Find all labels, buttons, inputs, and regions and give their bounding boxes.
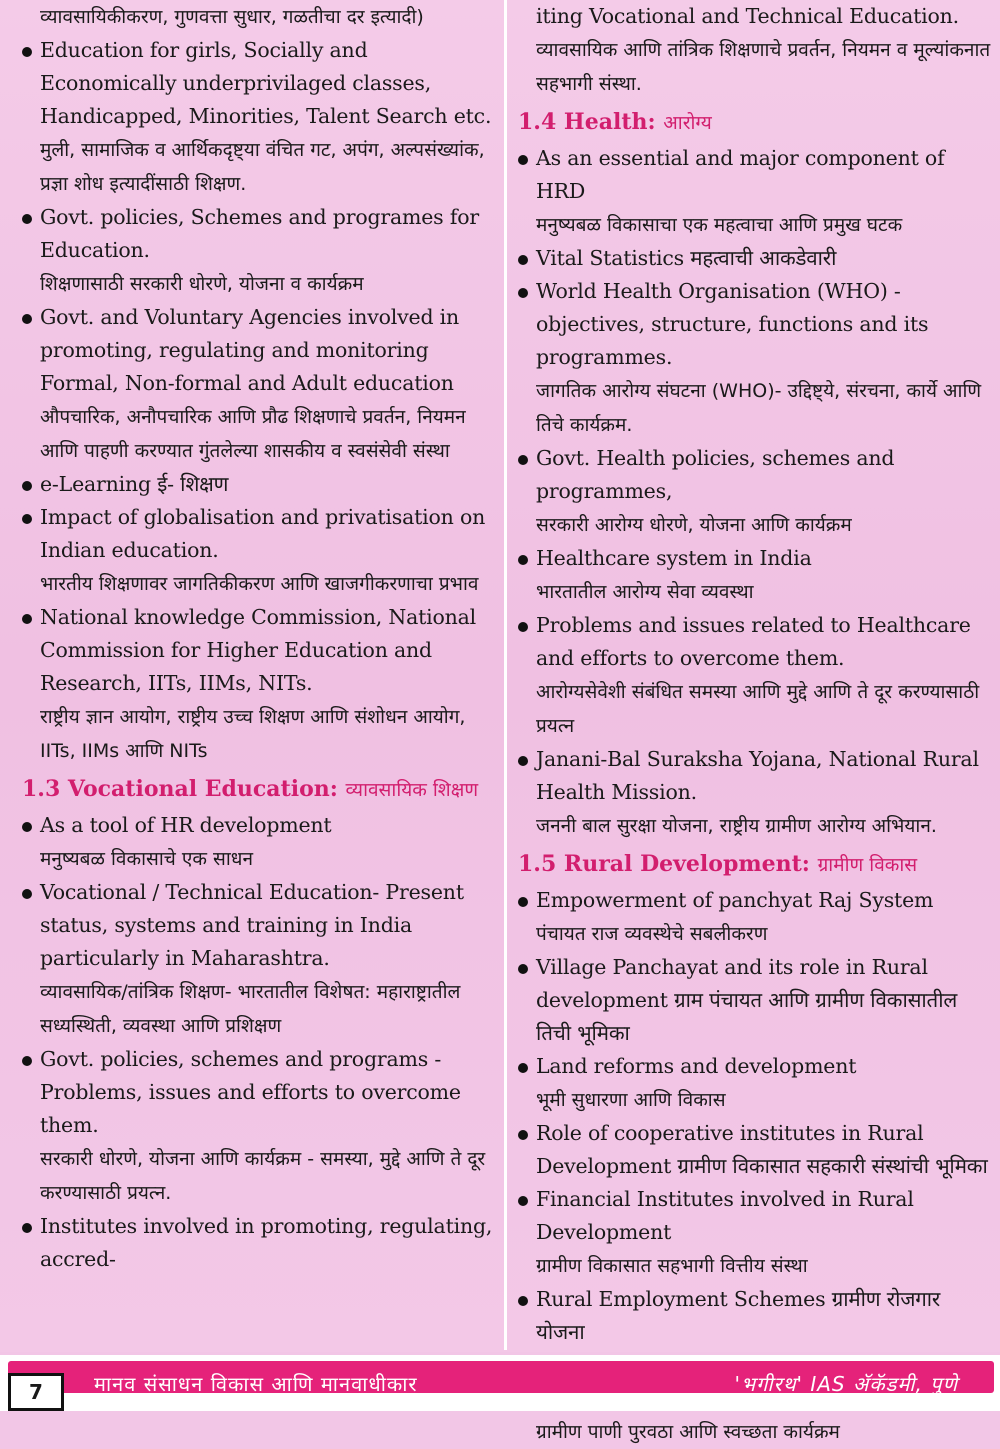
bullet-icon	[22, 1056, 32, 1066]
item-text-mr: भूमी सुधारणा आणि विकास	[536, 1089, 726, 1111]
item-text-mr: पंचायत राज व्यवस्थेचे सबलीकरण	[536, 923, 768, 945]
bullet-icon	[22, 614, 32, 624]
list-item	[18, 1043, 500, 1210]
item-text-en: Govt. Health policies, schemes and programmes,	[536, 446, 895, 503]
section-title-mr: आरोग्य	[663, 112, 712, 134]
item-text-en: Govt. policies, schemes and programs - Problems, issues and efforts to overcome them.	[40, 1047, 461, 1137]
footer-title: मानव संसाधन विकास आणि मानवाधीकार	[94, 1372, 418, 1396]
item-text-en: Problems and issues related to Healthcare and efforts to overcome them.	[536, 613, 971, 670]
item-text-mr: व्यावसायिक/तांत्रिक शिक्षण- भारतातील विशेषत: महाराष्ट्रातील सध्यस्थिती, व्यवस्था आणि प्रशिक्षण	[40, 981, 461, 1037]
item-text-en: Govt. policies, Schemes and programes for Education.	[40, 205, 479, 262]
bullet-icon	[518, 756, 528, 766]
item-text-mr: ग्रामीण विकासात सहभागी वित्तीय संस्था	[536, 1255, 808, 1277]
bullet-icon	[518, 455, 528, 465]
item-text-mr: आरोग्यसेवेशी संबंधित समस्या आणि मुद्दे आणि ते दूर करण्यासाठी प्रयत्न	[536, 681, 980, 737]
section-heading-rural	[514, 847, 992, 882]
list-item	[18, 201, 500, 301]
item-text-mr: राष्ट्रीय ज्ञान आयोग, राष्ट्रीय उच्च शिक्षण आणि संशोधन आयोग, IITs, IIMs आणि NITs	[40, 706, 466, 762]
item-text-en: Healthcare system in India	[536, 546, 812, 570]
item-text-mr: सरकारी आरोग्य धोरणे, योजना आणि कार्यक्रम	[536, 514, 852, 536]
section-title-mr: ग्रामीण विकास	[817, 854, 918, 876]
item-text-mr: ग्रामीण पाणी पुरवठा आणि स्वच्छता कार्यक्रम	[536, 1421, 840, 1443]
intro-text-mr: व्यावसायिकीकरण, गुणवत्ता सुधार, गळतीचा दर इत्यादी)	[40, 6, 424, 28]
item-text-en: Village Panchayat and its role in Rural development ग्राम पंचायत आणि ग्रामीण विकासातील तिची भूमिका	[536, 955, 958, 1045]
footer-academy: 'भगीरथ' IAS ॲकॅडमी, पुणे	[734, 1372, 958, 1396]
footer-bar	[8, 1361, 994, 1396]
section-title-en: 1.3 Vocational Education:	[22, 776, 338, 802]
right-column	[514, 0, 992, 1449]
section-title-mr: व्यावसायिक शिक्षण	[345, 779, 479, 801]
list-item	[514, 142, 992, 242]
bullet-icon	[518, 1130, 528, 1140]
list-item	[514, 0, 992, 101]
section-heading-health	[514, 105, 992, 140]
item-text-en: World Health Organisation (WHO) - objectives, structure, functions and its programmes.	[536, 279, 929, 369]
item-text-en: Land reforms and development	[536, 1054, 857, 1078]
item-text-en: Rural Employment Schemes ग्रामीण रोजगार योजना	[536, 1287, 941, 1344]
bullet-icon	[22, 889, 32, 899]
bullet-icon	[518, 897, 528, 907]
list-item	[18, 0, 500, 34]
item-text-en: Vital Statistics महत्वाची आकडेवारी	[536, 246, 837, 270]
item-text-en: Govt. and Voluntary Agencies involved in promoting, regulating and monitoring Formal, Non-formal and Adult education	[40, 305, 460, 395]
list-item	[514, 442, 992, 542]
intro-text-mr: व्यावसायिक आणि तांत्रिक शिक्षणाचे प्रवर्तन, नियमन व मूल्यांकनात सहभागी संस्था.	[536, 39, 991, 95]
list-item	[514, 542, 992, 609]
list-item	[18, 468, 500, 501]
bullet-icon	[22, 47, 32, 57]
item-text-en: As an essential and major component of HRD	[536, 146, 945, 203]
list-item	[18, 34, 500, 201]
list-item	[514, 242, 992, 275]
bullet-icon	[22, 314, 32, 324]
bullet-icon	[518, 622, 528, 632]
item-text-mr: भारतीय शिक्षणावर जागतिकीकरण आणि खाजगीकरणाचा प्रभाव	[40, 573, 479, 595]
list-item	[514, 1117, 992, 1183]
page-footer	[0, 1355, 1000, 1411]
list-item	[18, 809, 500, 876]
item-text-en: Janani-Bal Suraksha Yojana, National Rural Health Mission.	[536, 747, 979, 804]
bullet-icon	[518, 1196, 528, 1206]
column-divider	[504, 0, 507, 1350]
item-text-mr: मुली, सामाजिक व आर्थिकदृष्ट्या वंचित गट, अपंग, अल्पसंख्यांक, प्रज्ञा शोध इत्यादींसाठी शिक्षण.	[40, 139, 485, 195]
bullet-icon	[22, 214, 32, 224]
bullet-icon	[518, 555, 528, 565]
list-item	[514, 609, 992, 743]
page-number: 7	[8, 1373, 64, 1411]
item-text-mr: भारतातील आरोग्य सेवा व्यवस्था	[536, 581, 754, 603]
item-text-mr: मनुष्यबळ विकासाचा एक महत्वाचा आणि प्रमुख घटक	[536, 214, 903, 236]
list-item	[514, 743, 992, 843]
item-text-mr: औपचारिक, अनौपचारिक आणि प्रौढ शिक्षणाचे प्रवर्तन, नियमन आणि पाहणी करण्यात गुंतलेल्या शासकीय व स्वसंसेवी संस्था	[40, 406, 466, 462]
bullet-icon	[518, 155, 528, 165]
bullet-icon	[22, 481, 32, 491]
item-text-en: Institutes involved in promoting, regulating, accred-	[40, 1214, 493, 1271]
section-heading-vocational	[18, 772, 500, 807]
list-item	[514, 1050, 992, 1117]
list-item	[514, 1283, 992, 1349]
item-text-en: Financial Institutes involved in Rural Development	[536, 1187, 914, 1244]
item-text-mr: मनुष्यबळ विकासाचे एक साधन	[40, 848, 254, 870]
list-item	[514, 1183, 992, 1283]
bullet-icon	[518, 255, 528, 265]
item-text-en: Empowerment of panchyat Raj System	[536, 888, 934, 912]
bullet-icon	[518, 288, 528, 298]
item-text-mr: जननी बाल सुरक्षा योजना, राष्ट्रीय ग्रामीण आरोग्य अभियान.	[536, 815, 937, 837]
intro-text-en: iting Vocational and Technical Education.	[536, 4, 959, 28]
list-item	[18, 501, 500, 601]
item-text-en: Education for girls, Socially and Economically underprivilaged classes, Handicapped, Minorities, Talent Search etc.	[40, 38, 492, 128]
item-text-en: As a tool of HR development	[40, 813, 332, 837]
item-text-en: National knowledge Commission, National Commission for Higher Education and Research, IITs, IIMs, NITs.	[40, 605, 477, 695]
list-item	[18, 1210, 500, 1276]
bullet-icon	[518, 1296, 528, 1306]
section-title-en: 1.4 Health:	[518, 109, 656, 135]
item-text-mr: शिक्षणासाठी सरकारी धोरणे, योजना व कार्यक्रम	[40, 273, 364, 295]
list-item	[18, 301, 500, 468]
bullet-icon	[22, 514, 32, 524]
list-item	[514, 884, 992, 951]
item-text-en: e-Learning ई- शिक्षण	[40, 472, 229, 496]
item-text-en: Role of cooperative institutes in Rural Development ग्रामीण विकासात सहकारी संस्थांची भूमिका	[536, 1121, 988, 1178]
section-title-en: 1.5 Rural Development:	[518, 851, 810, 877]
list-item	[514, 951, 992, 1050]
item-text-en: Impact of globalisation and privatisation on Indian education.	[40, 505, 486, 562]
list-item	[514, 275, 992, 442]
bullet-icon	[518, 1063, 528, 1073]
bullet-icon	[22, 822, 32, 832]
left-column	[18, 0, 500, 1276]
item-text-mr: सरकारी धोरणे, योजना आणि कार्यक्रम - समस्या, मुद्दे आणि ते दूर करण्यासाठी प्रयत्न.	[40, 1148, 486, 1204]
bullet-icon	[518, 964, 528, 974]
bullet-icon	[22, 1223, 32, 1233]
item-text-mr: जागतिक आरोग्य संघटना (WHO)- उद्दिष्ट्ये, संरचना, कार्ये आणि तिचे कार्यक्रम.	[536, 380, 982, 436]
item-text-en: Vocational / Technical Education- Present status, systems and training in India particularly in Maharashtra.	[40, 880, 464, 970]
list-item	[18, 601, 500, 768]
list-item	[18, 876, 500, 1043]
